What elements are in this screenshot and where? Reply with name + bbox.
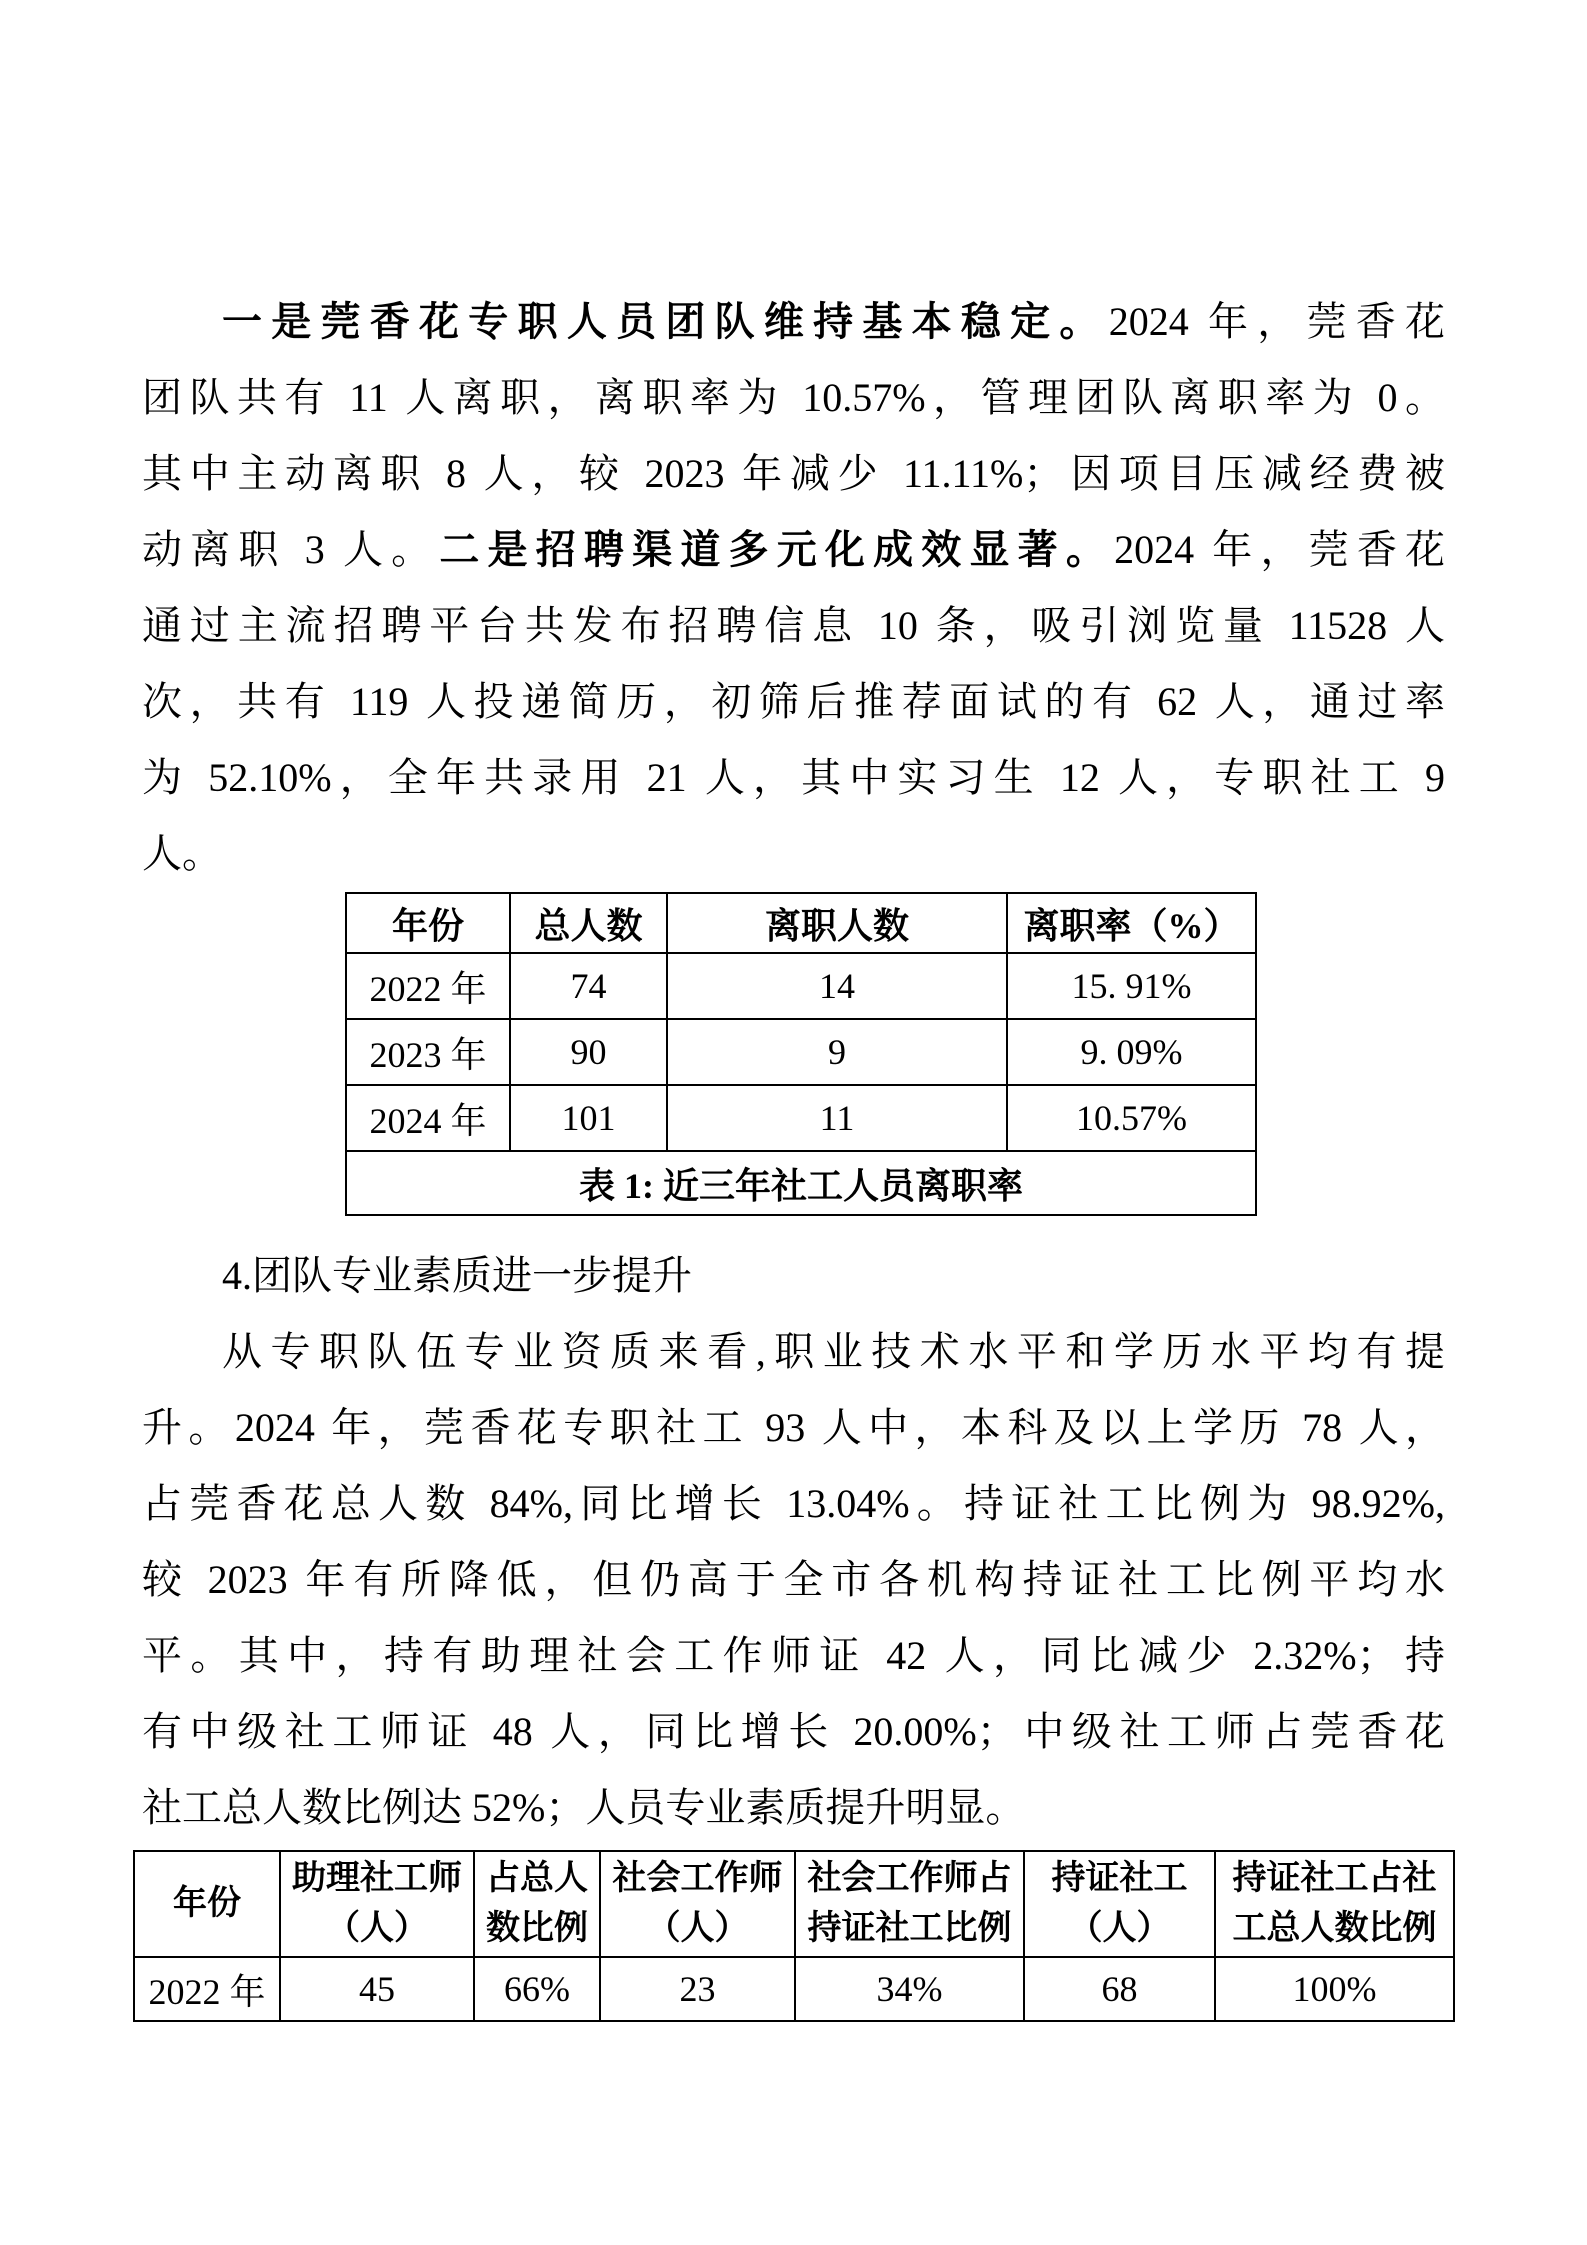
text-run: 次，共有 119 人投递简历，初筛后推荐面试的有 62 人，通过率: [142, 679, 1445, 724]
cell-leavers: 9: [667, 1019, 1007, 1085]
text-run: 从专职队伍专业资质来看,职业技术水平和学历水平均有提: [222, 1329, 1445, 1374]
text-run: 为 52.10%，全年共录用 21 人，其中实习生 12 人，专职社工 9: [142, 755, 1445, 800]
header-cell-assistant-ratio: [474, 1851, 600, 1957]
paragraph-qualifications: [142, 1314, 1445, 1846]
cell-leavers: 11: [667, 1085, 1007, 1151]
cell-certified-workers: 68: [1024, 1957, 1215, 2021]
cell-year: 2022 年: [346, 953, 510, 1019]
header-cell-certified-ratio: [1215, 1851, 1454, 1957]
header-cell-leavers: 离职人数: [667, 893, 1007, 953]
table-header-row: [134, 1851, 1454, 1957]
text-run: 社工总人数比例达 52%；人员专业素质提升明显。: [142, 1785, 1026, 1830]
text-line: [142, 816, 1445, 892]
text-run: 2024 年，莞香花: [1108, 299, 1445, 344]
cell-assistant-workers: 45: [280, 1957, 474, 2021]
cell-total: 101: [510, 1085, 667, 1151]
text-line: [142, 512, 1445, 588]
text-run: 人。: [142, 831, 222, 876]
text-run: 团队共有 11 人离职，离职率为 10.57%，管理团队离职率为 0。: [142, 375, 1445, 420]
text-run: 通过主流招聘平台共发布招聘信息 10 条，吸引浏览量 11528 人: [142, 603, 1445, 648]
header-cell-social-workers: [600, 1851, 795, 1957]
paragraph-staff-stability: [142, 284, 1445, 892]
header-cell-certified-workers: [1024, 1851, 1215, 1957]
table-header-row: [346, 893, 1256, 953]
bold-run: 一是莞香花专职人员团队维持基本稳定。: [222, 299, 1109, 344]
text-line: [142, 1466, 1445, 1542]
text-line: [142, 1618, 1445, 1694]
text-line: [142, 1542, 1445, 1618]
turnover-table: [345, 892, 1257, 1216]
text-line: [142, 1314, 1445, 1390]
header-text: 工总人数比例: [1232, 1910, 1437, 1947]
cell-rate: 9. 09%: [1007, 1019, 1256, 1085]
table-row: [346, 1019, 1256, 1085]
text-run: 有中级社工师证 48 人，同比增长 20.00%；中级社工师占莞香花: [142, 1709, 1445, 1754]
text-line: [142, 436, 1445, 512]
header-text: 持证社工: [1051, 1860, 1188, 1897]
cell-social-workers: 23: [600, 1957, 795, 2021]
cell-social-worker-ratio: 34%: [795, 1957, 1024, 2021]
header-text: （人）: [646, 1910, 749, 1947]
text-run: 动离职 3 人。: [142, 527, 440, 572]
cell-assistant-ratio: 66%: [474, 1957, 600, 2021]
cell-rate: 10.57%: [1007, 1085, 1256, 1151]
header-text: （人）: [326, 1910, 428, 1947]
table-caption: 表 1: 近三年社工人员离职率: [346, 1151, 1256, 1215]
section-heading: 4.团队专业素质进一步提升: [222, 1253, 692, 1298]
header-text: 持证社工占社: [1232, 1860, 1437, 1897]
cell-rate: 15. 91%: [1007, 953, 1256, 1019]
header-text: 社会工作师占: [807, 1860, 1012, 1897]
cell-total: 74: [510, 953, 667, 1019]
text-line: [142, 1390, 1445, 1466]
text-run: 平。其中，持有助理社会工作师证 42 人，同比减少 2.32%；持: [142, 1633, 1445, 1678]
cell-year: 2022 年: [134, 1957, 280, 2021]
header-text: （人）: [1068, 1910, 1171, 1947]
text-run: 升。2024 年，莞香花专职社工 93 人中，本科及以上学历 78 人，: [142, 1405, 1445, 1450]
text-run: 2024 年，莞香花: [1114, 527, 1445, 572]
text-run: 占莞香花总人数 84%,同比增长 13.04%。持证社工比例为 98.92%,: [142, 1481, 1445, 1526]
text-run: 其中主动离职 8 人，较 2023 年减少 11.11%；因项目压减经费被: [142, 451, 1445, 496]
cell-total: 90: [510, 1019, 667, 1085]
text-run: 较 2023 年有所降低，但仍高于全市各机构持证社工比例平均水: [142, 1557, 1445, 1602]
table-row: [346, 953, 1256, 1019]
qualification-table: [133, 1850, 1455, 2022]
header-text: 年份: [173, 1885, 241, 1922]
text-line: [142, 664, 1445, 740]
cell-certified-ratio: 100%: [1215, 1957, 1454, 2021]
cell-leavers: 14: [667, 953, 1007, 1019]
header-text: 持证社工比例: [807, 1910, 1012, 1947]
header-cell-year: [134, 1851, 280, 1957]
header-text: 助理社工师: [292, 1860, 462, 1897]
text-line: [142, 360, 1445, 436]
text-line: [142, 1770, 1445, 1846]
header-cell-year: 年份: [346, 893, 510, 953]
text-line: [142, 740, 1445, 816]
cell-year: 2023 年: [346, 1019, 510, 1085]
header-cell-assistant-workers: [280, 1851, 474, 1957]
header-text: 社会工作师: [612, 1860, 783, 1897]
table-row: [134, 1957, 1454, 2021]
text-line: [142, 284, 1445, 360]
bold-run: 二是招聘渠道多元化成效显著。: [439, 527, 1115, 572]
header-cell-social-worker-ratio: [795, 1851, 1024, 1957]
text-line: [142, 1694, 1445, 1770]
cell-year: 2024 年: [346, 1085, 510, 1151]
header-text: 占总人: [486, 1860, 588, 1897]
header-cell-rate: 离职率（%）: [1007, 893, 1256, 953]
text-line: [142, 588, 1445, 664]
header-text: 数比例: [486, 1910, 588, 1947]
table-caption-row: [346, 1151, 1256, 1215]
table-row: [346, 1085, 1256, 1151]
header-cell-total: 总人数: [510, 893, 667, 953]
